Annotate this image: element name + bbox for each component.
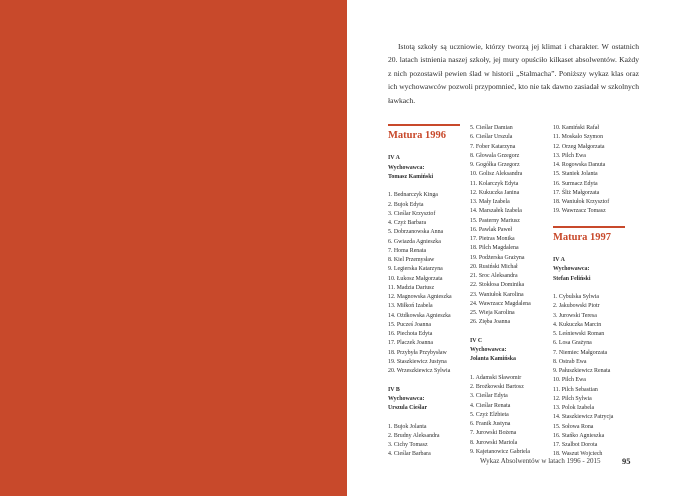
student-name: 13. Mały Izabela [470,199,510,205]
student-name: 11. Madzia Dariusz [388,284,435,291]
student-name: 18. Przybyła Przybysław [388,349,447,356]
teacher-label: Wychowawca: [388,164,425,171]
teacher-name: Stefan Feliński [553,275,591,282]
student-name: 22. Stokłosa Dominika [470,282,525,289]
column-1 [388,124,468,460]
class-name: IV A [388,155,400,162]
student-name: 9. Legierska Katarzyna [388,266,443,273]
student-name: 11. Pilch Sebastian [553,386,598,393]
student-name: 5. Leśniewski Roman [553,331,605,337]
class-name: IV B [388,386,400,393]
student-name: 8. Kiel Przemysław [388,257,435,263]
student-name: 8. Jurowski Mariola [470,439,518,446]
section-title-matura-1997: Matura 1997 [553,226,625,244]
section-title-matura-1996: Matura 1996 [388,124,460,142]
student-name: 18. Waniułok Krzysztof [553,199,610,205]
student-name: 5. Dobrzanowska Anna [388,229,444,236]
student-name: 12. Pilch Sylwia [553,395,592,402]
student-name: 2. Jakubowski Piotr [553,303,600,310]
student-name: 10. Łukosz Małgorzata [388,275,443,282]
student-name: 2. Bujok Edyta [388,201,424,208]
student-name: 19. Wawrzacz Tomasz [553,208,606,215]
student-name: 10. Kamiński Rafał [553,125,599,131]
student-name: 9. Pałuszkiewicz Renata [553,368,611,374]
student-name: 16. Piechota Edyta [388,331,433,337]
student-name: 5. Czyż Elżbieta [470,411,509,418]
student-list [553,124,633,217]
page-number: 95 [622,456,631,466]
student-list [553,293,633,460]
student-name: 1. Cybulska Sylwia [553,294,599,300]
student-name: 6. Cieślar Urszula [470,134,513,141]
student-name: 19. Podżerska Grażyna [470,254,525,261]
student-name: 4. Cieślar Barbara [388,451,431,458]
student-name: 4. Czyż Barbara [388,220,427,226]
student-name: 5. Cieślar Damian [470,125,513,131]
student-name: 15. Staniek Jolanta [553,171,598,178]
student-name: 2. Brożkowski Bartosz [470,384,524,390]
student-name: 7. Niemiec Małgorzata [553,349,608,356]
student-name: 2. Brudny Aleksandra [388,432,440,439]
student-name: 25. Wieja Karolina [470,310,515,316]
student-name: 3. Jurowski Teresa [553,312,597,319]
student-name: 26. Zięba Joanna [470,319,511,326]
student-name: 14. Rogowska Danuta [553,162,606,168]
student-name: 17. Placzek Joanna [388,340,433,347]
student-name: 14. Ożdkowska Agnieszka [388,312,451,319]
student-name: 15. Pasterny Mariusz [470,217,520,224]
teacher-label: Wychowawca: [470,347,507,353]
student-name: 13. Polok Izabela [553,405,595,411]
student-name: 18. Pilch Magdalena [470,245,519,252]
student-name: 17. Śliż Małgorzata [553,189,600,196]
student-name: 12. Magnowska Agnieszka [388,294,452,300]
student-name: 17. Szalbot Dorota [553,442,598,448]
student-name: 14. Marszałek Izabela [470,208,522,215]
student-name: 1. Bednarczyk Kinga [388,192,438,199]
student-name: 16. Stańko Agnieszka [553,432,605,439]
running-footer-title: Wykaz Absolwentów w latach 1996 - 2015 [480,457,601,465]
student-name: 24. Wawrzacz Magdalena [470,300,531,307]
student-name: 18. Waszut Wojciech [553,451,603,458]
teacher-label: Wychowawca: [388,395,425,402]
student-name: 6. Losa Grażyna [553,340,592,347]
column-3 [553,124,633,460]
intro-paragraph: Istotą szkoły są uczniowie, którzy tworzą jej klimat i charakter. W ostatnich 20. latach istnienia naszej szkoły, jej mury opuściło kilkaset absolwentów. Każdy z nich pozostawił pewien ślad w historii „Stalmacha”. Poniższy wykaz klas oraz ich wychowawców pozwoli przypomnieć, kto nie tak dawno zasiadał w szkolnych ławkach. [388,42,639,105]
class-name: IV C [470,337,483,344]
student-name: 12. Orzeg Małgorzata [553,143,605,150]
student-name: 7. Jurowski Bożena [470,430,517,437]
student-name: 7. Fober Katarzyna [470,143,516,150]
student-name: 6. Franik Justyna [470,421,511,427]
teacher-name: Tomasz Kamiński [388,173,434,180]
student-list [470,124,550,328]
student-name: 1. Bujok Jolanta [388,423,427,430]
student-name: 3. Cieślar Edyta [470,393,508,400]
student-name: 16. Surmacz Edyta [553,180,598,187]
student-name: 20. Wrzeszkiewicz Sylwia [388,368,451,374]
student-list [388,191,468,376]
class-name: IV A [553,257,565,263]
student-name: 3. Cichy Tomasz [388,442,428,448]
teacher-name: Jolanta Kamińska [470,356,516,363]
student-name: 9. Kajetanowicz Gabriela [470,448,531,455]
student-name: 8. Ostrab Ewa [553,358,587,365]
student-name: 10. Pilch Ewa [553,377,586,384]
student-name: 16. Pawlak Paweł [470,226,513,233]
student-name: 1. Adamski Sławomir [470,374,522,381]
teacher-name: Urszula Cieślar [388,405,428,411]
student-name: 6. Gwiazda Agnieszka [388,238,441,245]
student-list [388,423,468,460]
student-name: 7. Homa Renata [388,247,427,254]
student-name: 8. Głowala Grzegorz [470,152,520,159]
student-name: 14. Staszkiewicz Patrycja [553,414,614,421]
student-name: 4. Kukuczka Marcin [553,321,602,328]
student-name: 12. Kukuczka Janina [470,189,520,196]
student-name: 11. Moskalo Szymon [553,134,604,141]
student-name: 4. Cieślar Renata [470,402,511,409]
student-name: 21. Sroc Aleksandra [470,273,518,279]
student-name: 11. Kolarczyk Edyta [470,180,519,187]
column-2 [470,124,550,457]
student-name: 15. Pucześ Joanna [388,321,432,328]
student-name: 20. Rusiński Michał [470,263,518,270]
student-name: 15. Sołowa Rona [553,423,594,430]
student-name: 23. Waniułok Karolina [470,291,524,298]
student-name: 13. Pilch Ewa [553,152,586,159]
student-name: 10. Golisz Aleksandra [470,171,523,178]
student-name: 19. Staszkiewicz Justyna [388,358,447,365]
student-name: 3. Cieślar Krzysztof [388,210,436,217]
student-name: 13. Miłkoń Izabela [388,303,433,310]
student-name: 9. Gogółka Grzegorz [470,162,520,168]
student-name: 17. Pietras Monika [470,236,515,242]
student-list [470,374,550,457]
teacher-label: Wychowawca: [553,266,590,273]
